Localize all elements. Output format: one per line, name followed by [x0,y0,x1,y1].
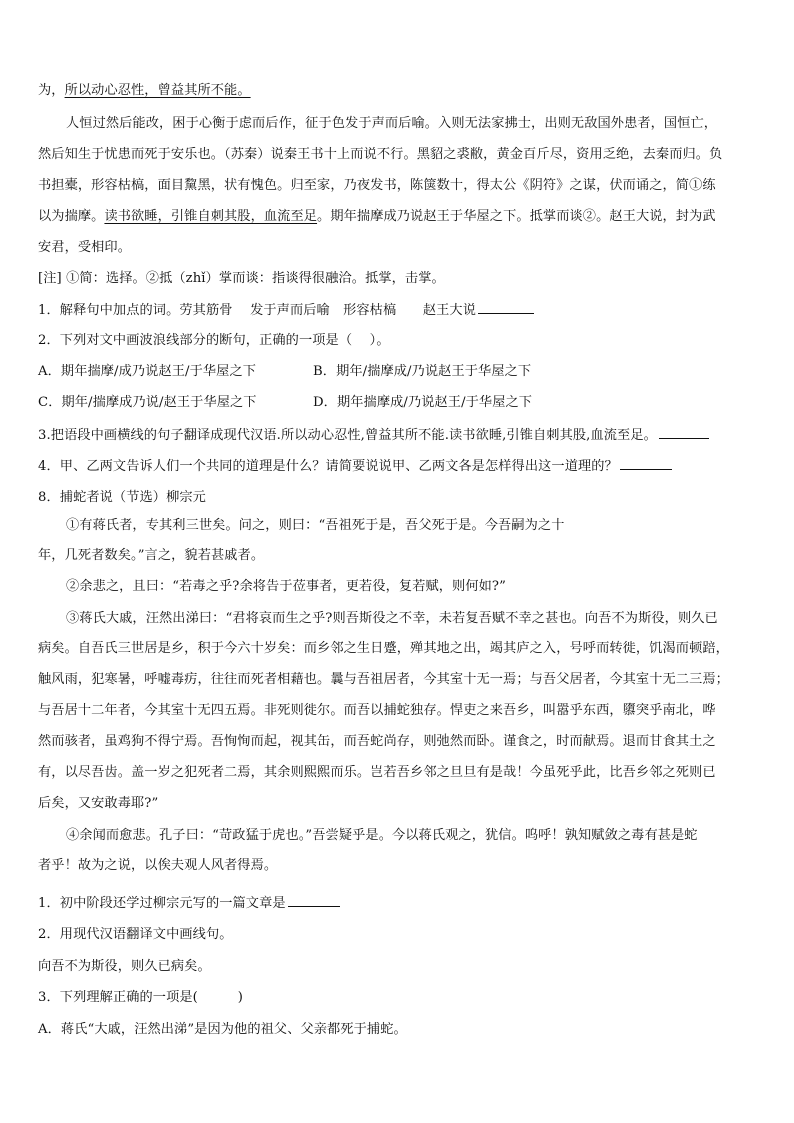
question-1 [38,301,534,320]
answer-blank[interactable] [478,301,534,314]
passage1-line2: 人恒过然后能改，困于心衡于虑而后作，征于色发于声而后喻。入则无法家拂士，出则无敌国外患者，国恒亡， [66,116,718,131]
paragraph-3-line3: 触风雨，犯寒暑，呼嘘毒疠，往往而死者相藉也。曩与吾祖居者，今其室十无一焉；与吾父居者，今其室十无二三焉； [38,672,729,687]
translation-sentence: 向吾不为斯役，则久已病矣。 [38,959,211,974]
underlined-sentence: 所以动心忍性，曾益其所不能。 [64,83,251,98]
passage1-text: 为， [38,83,65,98]
passage1-text: 。期年揣摩成乃说赵王于华屋之下。抵掌而谈②。赵王大说，封为武 [317,209,716,224]
option-a-2: A．蒋氏“大戚，汪然出涕”是因为他的祖父、父亲都死于捕蛇。 [38,1022,407,1037]
passage1-line1 [38,82,251,100]
paragraph-3-line1: ③蒋氏大戚，汪然出涕曰：“君将哀而生之乎?则吾斯役之不幸，未若复吾赋不幸之甚也。向吾不为斯役，则久已 [66,611,718,626]
answer-blank[interactable] [620,457,672,470]
paragraph-3-line5: 然而骇者，虽鸡狗不得宁焉。吾恂恂而起，视其缶，而吾蛇尚存，则弛然而卧。谨食之，时而献焉。退而甘食其土之 [38,734,716,749]
question-text: 4．甲、乙两文告诉人们一个共同的道理是什么？请简要说说甲、乙两文各是怎样得出这一道理的？ [38,459,618,474]
paragraph-1-line1: ①有蒋氏者，专其利三世矣。问之，则曰：“吾祖死于是，吾父死于是。今吾嗣为之十 [66,518,565,533]
question-text: 1．初中阶段还学过柳宗元写的一篇文章是 [38,896,286,911]
passage1-line6: 安君，受相印。 [38,240,132,255]
passage1-line4: 书担橐，形容枯槁，面目黧黑，状有愧色。归至家，乃夜发书，陈箧数十，得太公《阴符》之谋，伏而诵之，简①练 [38,178,716,193]
paragraph-3-line2: 病矣。自吾氏三世居是乡，积于今六十岁矣：而乡邻之生日蹙，殚其地之出，竭其庐之入，号呼而转徙，饥渴而顿踣， [38,641,729,656]
question-2-3: 3．下列理解正确的一项是( ) [38,990,244,1005]
question-2-2: 2．用现代汉语翻译文中画线句。 [38,927,233,942]
option-b: B．期年/揣摩成/乃说赵王于华屋之下 [313,364,532,379]
question-text: 3.把语段中画横线的句子翻译成现代汉语.所以动心忍性,曾益其所不能.读书欲睡,引锥自刺其股,血流至足。 [38,428,657,443]
question-2: 2．下列对文中画波浪线部分的断句，正确的一项是（ ）。 [38,333,390,348]
section-title: 8．捕蛇者说（节选）柳宗元 [38,490,206,505]
question-2-1 [38,894,340,913]
paragraph-3-line7: 后矣，又安敢毒耶?” [38,796,159,811]
option-d: D．期年揣摩成/乃说赵王/于华屋之下 [313,395,533,410]
question-4 [38,457,672,476]
answer-blank[interactable] [659,426,709,439]
answer-blank[interactable] [288,894,340,907]
option-a: A．期年揣摩/成乃说赵王/于华屋之下 [38,364,257,379]
question-3 [38,426,709,445]
paragraph-4-line1: ④余闻而愈悲。孔子曰：“苛政猛于虎也。”吾尝疑乎是。今以蒋氏观之，犹信。呜呼！孰知赋敛之毒有甚是蛇 [66,828,698,843]
option-c: C．期年/揣摩成乃说/赵王于华屋之下 [38,395,257,410]
question-text: 1．解释句中加点的词。劳其筋骨 发于声而后喻 形容枯槁 赵王大说 [38,303,476,318]
annotation-note: [注] ①简：选择。②抵（zhǐ）掌而谈：指谈得很融洽。抵掌，击掌。 [38,271,445,286]
paragraph-4-line2: 者乎！故为之说，以俟夫观人风者得焉。 [38,858,278,873]
underlined-sentence: 读书欲睡，引锥自刺其股，血流至足 [104,209,318,224]
passage1-line5 [38,208,716,226]
passage1-line3: 然后知生于忧患而死于安乐也。（苏秦）说秦王书十上而说不行。黑貂之裘敝，黄金百斤尽，资用乏绝，去秦而归。负 [38,147,723,162]
paragraph-3-line4: 与吾居十二年者，今其室十无四五焉。非死则徙尔。而吾以捕蛇独存。悍吏之来吾乡，叫嚣乎东西，隳突乎南北，哗 [38,703,716,718]
paragraph-1-line2: 年，几死者数矣。”言之，貌若甚戚者。 [38,548,265,563]
paragraph-2: ②余悲之，且曰：“若毒之乎?余将告于莅事者，更若役，复若赋，则何如?” [66,579,506,594]
paragraph-3-line6: 有，以尽吾齿。盖一岁之犯死者二焉，其余则熙熙而乐。岂若吾乡邻之旦旦有是哉！今虽死乎此，比吾乡邻之死则已 [38,765,716,780]
passage1-text: 以为揣摩。 [38,209,105,224]
